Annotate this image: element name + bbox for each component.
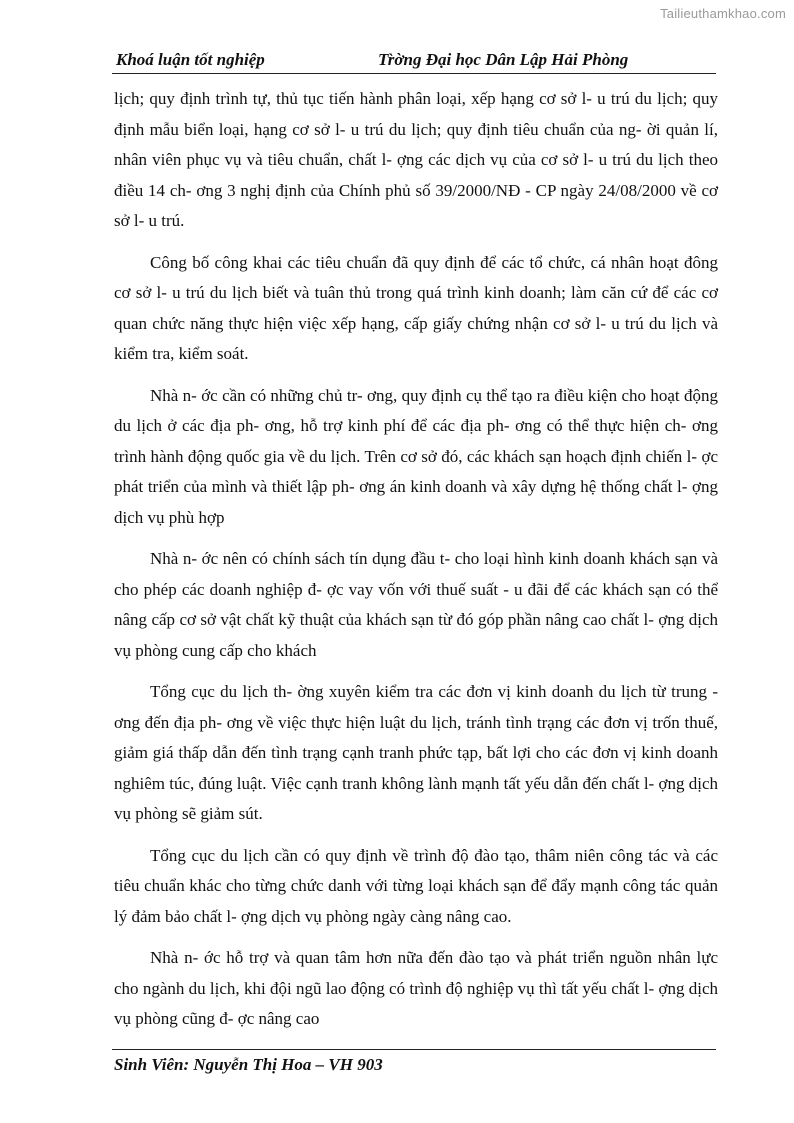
paragraph: Nhà n- ớc cần có những chủ tr- ơng, quy định cụ thể tạo ra điều kiện cho hoạt động du lịch ở các địa ph- ơng, hỗ trợ kinh phí để các địa ph- ơng có thể thực hiện ch- ơng trình hành động quốc gia về du lịch. Trên cơ sở đó, các khách sạn hoạch định chiến l- ợc phát triển của mình và thiết lập ph- ơng án kinh doanh và xây dựng hệ thống chất l- ợng dịch vụ phù hợp [114, 385, 718, 527]
header-university: Tr̀ờng Đại học Dân Lập Hải Phòng [378, 50, 629, 69]
paragraph: Tổng cục du lịch th- ờng xuyên kiểm tra các đơn vị kinh doanh du lịch từ trung - ơng đến địa ph- ơng về việc thực hiện luật du lịch, tránh tình trạng các đơn vị trốn thuế, giảm giá thấp dẫn đến tình trạng cạnh tranh phức tạp, bất lợi cho các đơn vị kinh doanh nghiêm túc, đúng luật. Việc cạnh tranh không lành mạnh tất yếu dẫn đến chất l- ợng dịch vụ phòng sẽ giảm sút. [114, 682, 718, 824]
header-thesis-title: Khoá luận tốt nghiệp [116, 50, 265, 69]
document-body [114, 84, 718, 1045]
page-footer-student: Sinh Viên: Nguyễn Thị Hoa – VH 903 [114, 1055, 383, 1074]
paragraph: Tổng cục du lịch cần có quy định về trình độ đào tạo, thâm niên công tác và các tiêu chuẩn khác cho từng chức danh với từng loại khách sạn để đẩy mạnh công tác quản lý đảm bảo chất l- ợng dịch vụ phòng ngày càng nâng cao. [114, 845, 718, 926]
paragraph: Nhà n- ớc hỗ trợ và quan tâm hơn nữa đến đào tạo và phát triển nguồn nhân lực cho ngành du lịch, khi đội ngũ lao động có trình độ nghiệp vụ thì tất yếu chất l- ợng dịch vụ phòng cũng đ- ợc nâng cao [114, 948, 718, 1029]
footer-divider [112, 1049, 716, 1050]
paragraph: Công bố công khai các tiêu chuẩn đã quy định để các tổ chức, cá nhân hoạt đông cơ sở l- u trú du lịch biết và tuân thủ trong quá trình kinh doanh; làm căn cứ để các cơ quan chức năng thực hiện việc xếp hạng, cấp giấy chứng nhận cơ sở l- u trú du lịch và kiểm tra, kiểm soát. [114, 252, 718, 364]
paragraph: lịch; quy định trình tự, thủ tục tiến hành phân loại, xếp hạng cơ sở l- u trú du lịch; quy định mẫu biển loại, hạng cơ sở l- u trú du lịch; quy định tiêu chuẩn của ng- ời quản lí, nhân viên phục vụ và tiêu chuẩn, chất l- ợng các dịch vụ của cơ sở l- u trú du lịch theo điều 14 ch- ơng 3 nghị định của Chính phủ số 39/2000/NĐ - CP ngày 24/08/2000 về cơ sở l- u trú. [114, 89, 718, 231]
page-header [112, 48, 716, 74]
header-divider [112, 73, 716, 74]
watermark: Tailieuthamkhao.com [660, 6, 786, 21]
paragraph: Nhà n- ớc nên có chính sách tín dụng đầu t- cho loại hình kinh doanh khách sạn và cho phép các doanh nghiệp đ- ợc vay vốn với thuế suất - u đãi để các khách sạn có thể nâng cấp cơ sở vật chất kỹ thuật của khách sạn từ đó góp phần nâng cao chất l- ợng dịch vụ phòng cung cấp cho khách [114, 549, 718, 660]
